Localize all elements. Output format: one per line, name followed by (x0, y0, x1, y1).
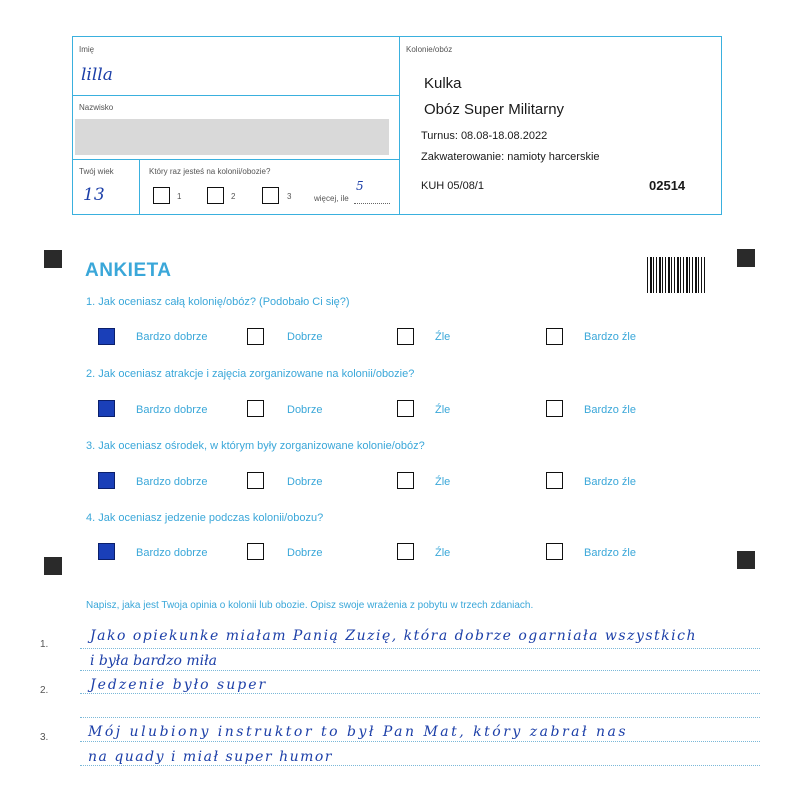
times-checkbox-1[interactable] (153, 187, 170, 204)
q3-option-bardzo-dobrze-checkbox[interactable] (98, 472, 115, 489)
accommodation: Zakwaterowanie: namioty harcerskie (421, 151, 600, 163)
q3-option-bardzo-zle-checkbox[interactable] (546, 472, 563, 489)
opinion-handwriting-line[interactable]: Jako opiekunke miałam Panią Zuzię, która dobrze ogarniała wszystkich (90, 628, 698, 644)
q1-option-dobrze-label: Dobrze (287, 331, 323, 343)
opinion-dotline (80, 765, 760, 766)
barcode (647, 257, 705, 293)
header-form (72, 36, 722, 215)
question-4-text: 4. Jak oceniasz jedzenie podczas kolonii/obozu? (86, 512, 324, 524)
camp-title: Obóz Super Militarny (424, 101, 565, 118)
header-divider (399, 37, 400, 214)
q4-option-dobrze-label: Dobrze (287, 547, 323, 559)
opinion-dotline (80, 741, 760, 742)
q4-option-zle-label: Źle (435, 547, 451, 559)
opinion-handwriting-line[interactable]: na quady i miał super humor (88, 749, 333, 765)
times-label: Który raz jesteś na kolonii/obozie? (149, 167, 271, 176)
q3-option-bardzo-zle-label: Bardzo źle (584, 476, 636, 488)
times-checkbox-3[interactable] (262, 187, 279, 204)
q4-option-zle-checkbox[interactable] (397, 543, 414, 560)
q2-option-bardzo-dobrze-checkbox[interactable] (98, 400, 115, 417)
q4-option-dobrze-checkbox[interactable] (247, 543, 264, 560)
opinion-dotline (80, 717, 760, 718)
opinion-prompt: Napisz, jaka jest Twoja opinia o kolonii lub obozie. Opisz swoje wrażenia z pobytu w trzech zdaniach. (86, 600, 534, 611)
more-dotline (354, 203, 390, 204)
opinion-dotline (80, 670, 760, 671)
turnus: Turnus: 08.08-18.08.2022 (421, 130, 548, 142)
opinion-dotline (80, 648, 760, 649)
q1-option-zle-label: Źle (435, 331, 451, 343)
q2-option-dobrze-checkbox[interactable] (247, 400, 264, 417)
age-value[interactable]: 13 (83, 185, 105, 205)
registration-marker-bottom-left (44, 557, 62, 575)
q1-option-zle-checkbox[interactable] (397, 328, 414, 345)
q3-option-dobrze-label: Dobrze (287, 476, 323, 488)
q2-option-dobrze-label: Dobrze (287, 404, 323, 416)
surname-redaction (75, 119, 389, 155)
q1-option-bardzo-dobrze-checkbox[interactable] (98, 328, 115, 345)
q1-option-bardzo-dobrze-label: Bardzo dobrze (136, 331, 208, 343)
registration-marker-top-left (44, 250, 62, 268)
name-row-divider (73, 95, 399, 96)
q2-option-bardzo-zle-label: Bardzo źle (584, 404, 636, 416)
q3-option-zle-label: Źle (435, 476, 451, 488)
opinion-dotline (80, 693, 760, 694)
registration-marker-bottom-right (737, 551, 755, 569)
question-3-text: 3. Jak oceniasz ośrodek, w którym były zorganizowane kolonie/obóz? (86, 440, 425, 452)
camp-number: 02514 (649, 178, 686, 193)
opinion-number-3: 3. (40, 732, 49, 743)
more-value[interactable]: 5 (356, 179, 364, 193)
q3-option-bardzo-dobrze-label: Bardzo dobrze (136, 476, 208, 488)
age-label: Twój wiek (79, 167, 114, 176)
times-option-2: 2 (231, 192, 236, 201)
camp-label: Kolonie/obóz (406, 45, 453, 54)
age-divider (139, 159, 140, 214)
camp-code: KUH 05/08/1 (421, 180, 484, 192)
q2-option-zle-checkbox[interactable] (397, 400, 414, 417)
q4-option-bardzo-zle-label: Bardzo źle (584, 547, 636, 559)
q4-option-bardzo-dobrze-checkbox[interactable] (98, 543, 115, 560)
surname-label: Nazwisko (79, 103, 114, 112)
q4-option-bardzo-dobrze-label: Bardzo dobrze (136, 547, 208, 559)
q3-option-dobrze-checkbox[interactable] (247, 472, 264, 489)
q2-option-bardzo-dobrze-label: Bardzo dobrze (136, 404, 208, 416)
surname-row-divider (73, 159, 399, 160)
q4-option-bardzo-zle-checkbox[interactable] (546, 543, 563, 560)
opinion-handwriting-line[interactable]: i była bardzo miła (90, 653, 217, 669)
opinion-handwriting-line[interactable]: Jedzenie było super (90, 677, 268, 693)
more-label: więcej, ile (314, 194, 349, 203)
times-checkbox-2[interactable] (207, 187, 224, 204)
question-2-text: 2. Jak oceniasz atrakcje i zajęcia zorganizowane na kolonii/obozie? (86, 368, 415, 380)
q3-option-zle-checkbox[interactable] (397, 472, 414, 489)
q1-option-dobrze-checkbox[interactable] (247, 328, 264, 345)
name-label: Imię (79, 45, 95, 54)
name-value[interactable]: lilla (81, 65, 113, 85)
camp-name: Kulka (424, 75, 462, 92)
survey-title: ANKIETA (85, 260, 172, 281)
opinion-number-2: 2. (40, 685, 49, 696)
times-option-3: 3 (287, 192, 292, 201)
q2-option-bardzo-zle-checkbox[interactable] (546, 400, 563, 417)
opinion-handwriting-line[interactable]: Mój ulubiony instruktor to był Pan Mat, który zabrał nas (88, 724, 629, 740)
q1-option-bardzo-zle-label: Bardzo źle (584, 331, 636, 343)
opinion-number-1: 1. (40, 639, 49, 650)
question-1-text: 1. Jak oceniasz całą kolonię/obóz? (Podobało Ci się?) (86, 296, 350, 308)
times-option-1: 1 (177, 192, 182, 201)
q1-option-bardzo-zle-checkbox[interactable] (546, 328, 563, 345)
registration-marker-top-right (737, 249, 755, 267)
q2-option-zle-label: Źle (435, 404, 451, 416)
